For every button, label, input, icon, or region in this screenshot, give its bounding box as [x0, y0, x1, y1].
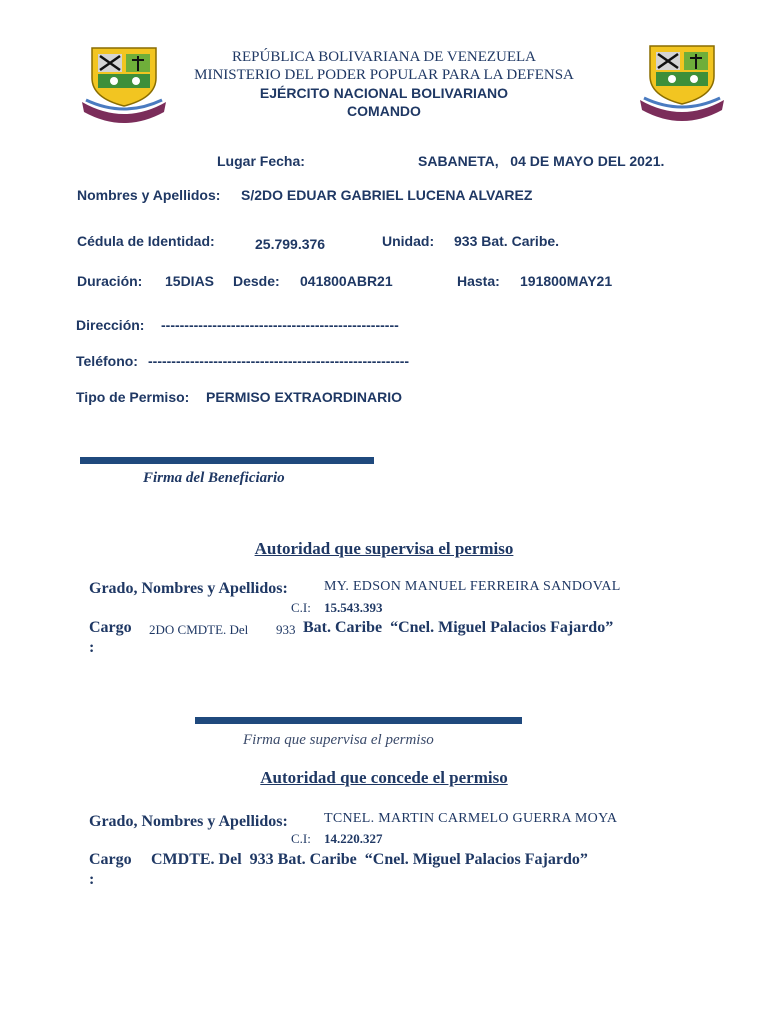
duration-value: 15DIAS	[165, 273, 215, 289]
supervisor-cargo-part1: 2DO CMDTE. Del	[149, 622, 249, 637]
address-value: ---------------------------------------------------	[161, 317, 399, 333]
granter-names-value: TCNEL. MARTIN CARMELO GUERRA MOYA	[324, 811, 618, 826]
unit-value: 933 Bat. Caribe.	[454, 233, 560, 249]
supervisor-title: Autoridad que supervisa el permiso	[254, 539, 514, 558]
permit-type-label: Tipo de Permiso:	[76, 389, 190, 405]
granter-cargo-colon: :	[89, 871, 95, 888]
supervisor-signature-line	[195, 717, 522, 724]
phone-value: --------------------------------------------------------	[148, 353, 410, 369]
unit-label: Unidad:	[382, 233, 435, 249]
beneficiary-signature-caption: Firma del Beneficiario	[143, 470, 285, 486]
header-command: COMANDO	[347, 103, 421, 119]
supervisor-cargo-label: Cargo	[89, 619, 132, 636]
address-label: Dirección:	[76, 317, 145, 333]
granter-ci-label: C.I:	[291, 831, 311, 846]
header-ministry: MINISTERIO DEL PODER POPULAR PARA LA DEFENSA	[194, 67, 574, 83]
from-label: Desde:	[233, 273, 280, 289]
id-label: Cédula de Identidad:	[77, 233, 215, 249]
header-army: EJÉRCITO NACIONAL BOLIVARIANO	[259, 85, 509, 101]
granter-cargo-value: CMDTE. Del 933 Bat. Caribe “Cnel. Miguel Palacios Fajardo”	[151, 851, 588, 868]
id-value: 25.799.376	[255, 236, 326, 252]
supervisor-ci-label: C.I:	[291, 600, 311, 615]
beneficiary-signature-line	[80, 457, 374, 464]
supervisor-cargo-part2: 933	[276, 622, 296, 637]
granter-names-label: Grado, Nombres y Apellidos:	[89, 813, 288, 830]
to-value: 191800MAY21	[520, 273, 613, 289]
names-value: S/2DO EDUAR GABRIEL LUCENA ALVAREZ	[241, 187, 533, 203]
granter-cargo-label: Cargo	[89, 851, 132, 868]
supervisor-cargo-part3: Bat. Caribe “Cnel. Miguel Palacios Fajardo”	[303, 619, 614, 636]
supervisor-cargo-colon: :	[89, 639, 95, 656]
supervisor-names-value: MY. EDSON MANUEL FERREIRA SANDOVAL	[324, 579, 621, 594]
supervisor-ci-value: 15.543.393	[324, 600, 383, 615]
supervisor-names-label: Grado, Nombres y Apellidos:	[89, 580, 288, 597]
duration-label: Duración:	[77, 273, 143, 289]
granter-title: Autoridad que concede el permiso	[260, 768, 508, 787]
to-label: Hasta:	[457, 273, 500, 289]
permit-type-value: PERMISO EXTRAORDINARIO	[206, 389, 403, 405]
from-value: 041800ABR21	[300, 273, 393, 289]
supervisor-signature-caption: Firma que supervisa el permiso	[243, 732, 434, 748]
names-label: Nombres y Apellidos:	[77, 187, 221, 203]
place-date-label: Lugar Fecha:	[217, 153, 305, 169]
granter-ci-value: 14.220.327	[324, 831, 383, 846]
header-republic: REPÚBLICA BOLIVARIANA DE VENEZUELA	[231, 49, 537, 65]
place-date-value: SABANETA, 04 DE MAYO DEL 2021.	[418, 153, 665, 169]
phone-label: Teléfono:	[76, 353, 138, 369]
